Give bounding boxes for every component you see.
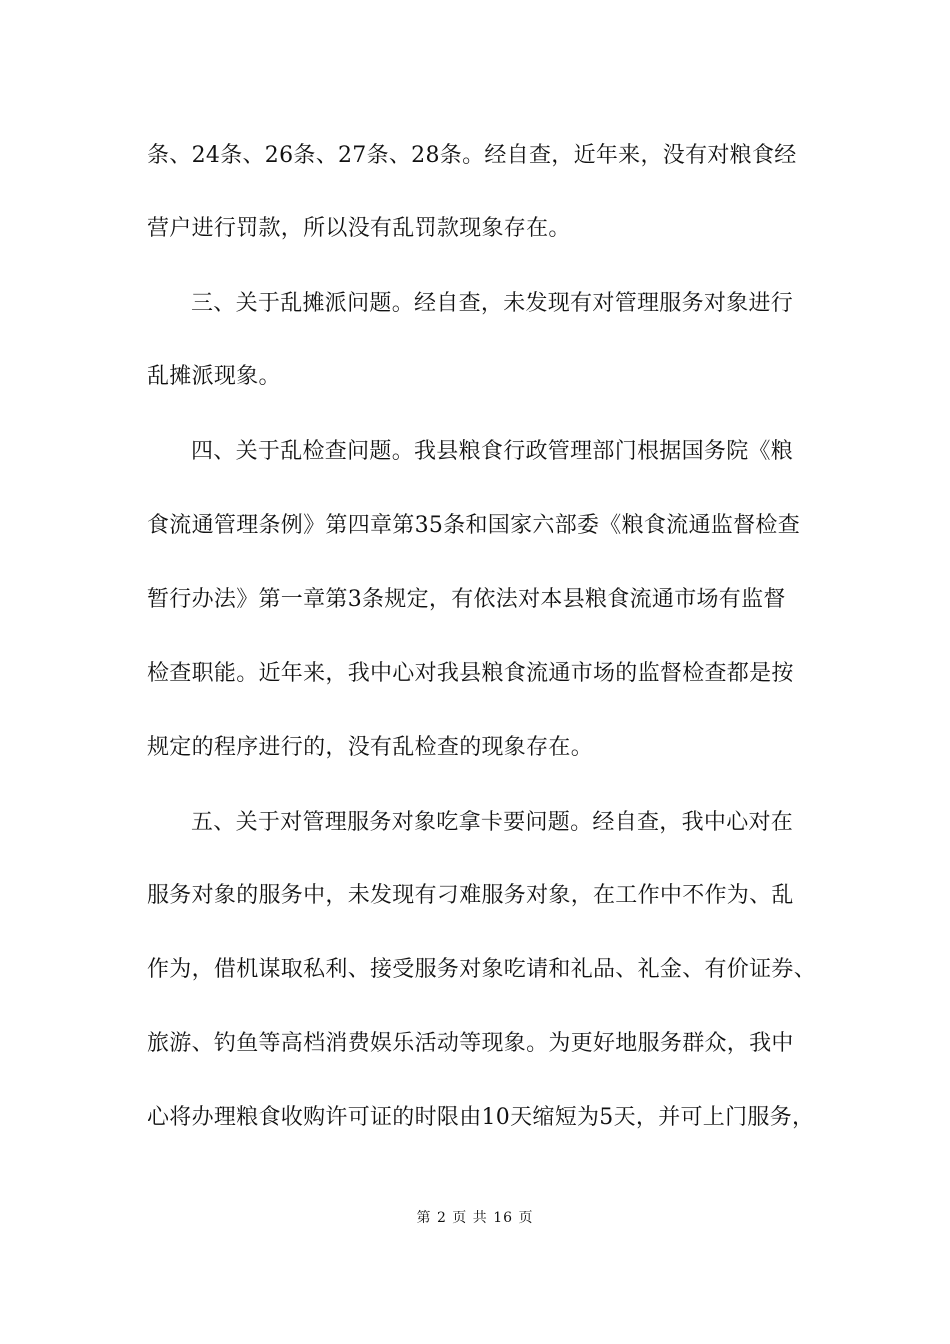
text-line-4: 乱摊派现象。 (147, 364, 281, 389)
text-line-13: 旅游、钓鱼等高档消费娱乐活动等现象。为更好地服务群众，我中 (147, 1031, 794, 1056)
page-number-footer: 第 2 页 共 16 页 (416, 1210, 534, 1226)
text-line-10: 五、关于对管理服务对象吃拿卡要问题。经自查，我中心对在 (191, 810, 794, 835)
text-line-3: 三、关于乱摊派问题。经自查，未发现有对管理服务对象进行 (191, 291, 794, 316)
text-line-8: 检查职能。近年来，我中心对我县粮食流通市场的监督检查都是按 (147, 661, 794, 686)
text-line-5: 四、关于乱检查问题。我县粮食行政管理部门根据国务院《粮 (191, 439, 794, 464)
text-line-9: 规定的程序进行的，没有乱检查的现象存在。 (147, 735, 594, 760)
text-line-6: 食流通管理条例》第四章第35条和国家六部委《粮食流通监督检查 (147, 513, 800, 538)
text-line-2: 营户进行罚款，所以没有乱罚款现象存在。 (147, 216, 571, 241)
text-line-7: 暂行办法》第一章第3条规定，有依法对本县粮食流通市场有监督 (147, 587, 786, 612)
text-line-1: 条、24条、26条、27条、28条。经自查，近年来，没有对粮食经 (147, 143, 797, 168)
text-line-11: 服务对象的服务中，未发现有刁难服务对象，在工作中不作为、乱 (147, 883, 794, 908)
text-line-14: 心将办理粮食收购许可证的时限由10天缩短为5天，并可上门服务， (147, 1105, 815, 1130)
text-line-12: 作为，借机谋取私利、接受服务对象吃请和礼品、礼金、有价证券、 (147, 957, 817, 982)
